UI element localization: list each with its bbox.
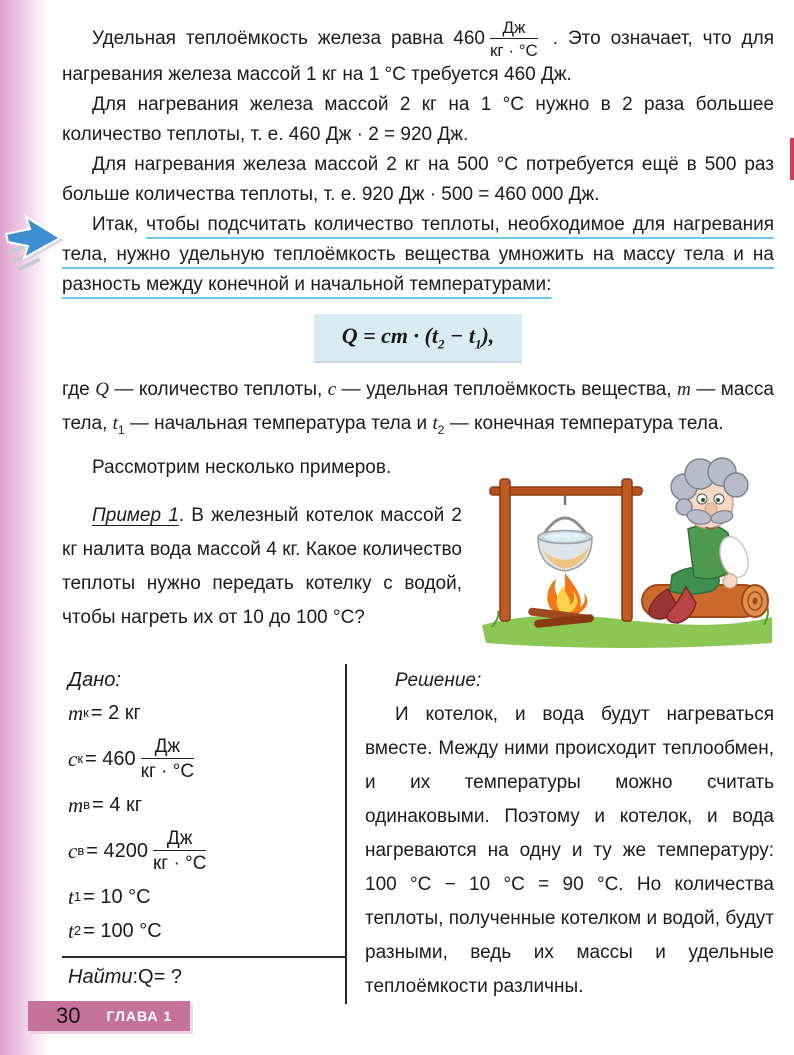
- value-m-v: = 4 кг: [92, 794, 143, 817]
- paragraph-specific-heat: [62, 18, 774, 90]
- var-t2: t: [432, 413, 438, 435]
- var-c: c: [327, 379, 337, 401]
- var-t2-sub: 2: [437, 423, 445, 438]
- find-colon: :: [132, 966, 139, 989]
- solution-column: [347, 664, 774, 1004]
- value-t2: = 100 °С: [83, 920, 162, 943]
- formula-mid: − t: [444, 323, 475, 349]
- fraction-denominator: кг · °С: [152, 853, 207, 875]
- var-m-k-sub: к: [83, 705, 89, 721]
- given-row-cv: [62, 822, 345, 880]
- examples-intro-line: Рассмотрим несколько примеров.: [92, 457, 392, 479]
- paragraph-rule-statement: [62, 210, 774, 300]
- fraction-denominator: кг · °С: [140, 761, 195, 783]
- right-edge-red-mark: [790, 138, 794, 180]
- inline-fraction-j-per-kg: [490, 18, 538, 60]
- formula-dot: ·: [408, 323, 425, 349]
- where-text: — количество теплоты,: [108, 379, 328, 401]
- formula-sub2: 2: [437, 336, 445, 352]
- fraction-denominator: кг · °С: [489, 41, 538, 61]
- var-q: Q: [95, 379, 109, 401]
- given-row-mk: [62, 696, 345, 730]
- where-text: — начальная температура тела и: [124, 413, 433, 435]
- fraction-bar: [141, 758, 194, 759]
- var-c-k-sub: к: [77, 751, 84, 767]
- var-m-v: m: [68, 793, 84, 818]
- var-t1: t: [68, 885, 74, 910]
- example-1-label: Пример 1: [92, 505, 179, 527]
- campfire-old-man-illustration: [472, 457, 782, 652]
- fraction-numerator: Дж: [154, 735, 181, 757]
- formula-sub1: 1: [474, 336, 482, 352]
- var-t1: t: [112, 413, 118, 435]
- fraction-numerator: Дж: [166, 827, 193, 849]
- given-row-t2: [62, 914, 345, 948]
- solution-text: И котелок, и вода будут нагреваться вместе. Между ними происходит теплообмен, и их температуры можно считать одинаковыми. Поэтому и котелок, и вода нагреваются на одну и ту же температуру: 100 °С − 10 °С = 90 °С. Но количества теплоты, полученные котелком и водой, будут разными, ведь их массы и удельные теплоёмкости различны.: [365, 704, 774, 998]
- value-c-v: = 4200: [86, 840, 148, 863]
- where-text: — удельная теплоёмкость вещества,: [336, 379, 678, 401]
- where-text: — масса тела,: [62, 379, 774, 435]
- find-row: [62, 956, 345, 989]
- given-title: Дано:: [68, 669, 121, 692]
- example-1-text: . В железный котелок массой 2 кг налита вода массой 4 кг. Какое количество теплоты нужно передать котелку с водой, чтобы нагреть их от 10 до 100 °С?: [62, 505, 462, 629]
- fraction-c-v: [153, 828, 206, 875]
- p1-text-after: . Это означает, что для нагревания железа массой 1 кг на 1 °С требуется 460 Дж.: [62, 28, 774, 86]
- given-solution-section: [62, 664, 774, 1004]
- value-t1: = 10 °С: [83, 886, 151, 909]
- var-c-k: c: [68, 747, 78, 772]
- p1-text-before: Удельная теплоёмкость железа равна 460: [92, 28, 485, 50]
- find-label: Найти: [68, 966, 133, 989]
- fraction-numerator: Дж: [502, 18, 526, 37]
- page-number: 30: [56, 1003, 81, 1028]
- value-m-k: = 2 кг: [90, 702, 141, 725]
- var-c-v-sub: в: [77, 843, 85, 859]
- formula-open: (t: [424, 323, 438, 349]
- p4-lead: Итак,: [92, 214, 147, 236]
- p4-underlined-rule: чтобы подсчитать количество теплоты, необходимое для нагревания тела, нужно удельную теплоёмкость вещества умножить на массу тела и на разность между конечной и начальной температурами:: [62, 214, 774, 296]
- find-var-q: Q: [138, 966, 154, 989]
- fraction-c-k: [141, 736, 194, 783]
- footer-bar: [28, 1001, 190, 1031]
- where-text: — конечная температура тела.: [444, 413, 724, 435]
- solution-title: Решение:: [395, 670, 482, 692]
- var-t2: t: [68, 919, 74, 944]
- formula-close: ),: [481, 323, 495, 349]
- var-m: m: [677, 379, 691, 401]
- fraction-bar: [490, 38, 538, 39]
- var-c-v: c: [68, 839, 78, 864]
- where-text: где: [62, 379, 96, 401]
- heat-formula-box: [314, 314, 523, 361]
- var-m-v-sub: в: [83, 797, 91, 813]
- given-column: [62, 664, 347, 1004]
- var-t1-sub: 1: [73, 889, 82, 905]
- given-row-ck: [62, 730, 345, 788]
- var-t2-sub: 2: [73, 923, 82, 939]
- chapter-label: ГЛАВА 1: [106, 1008, 173, 1024]
- variables-explanation-paragraph: [62, 373, 774, 447]
- var-t1-sub: 1: [117, 423, 125, 438]
- value-c-k: = 460: [85, 748, 136, 771]
- paragraph-2kg-500deg: Для нагревания железа массой 2 кг на 500 °С потребуется ещё в 500 раз больше количества теплоты, т. е. 920 Дж · 500 = 460 000 Дж.: [62, 154, 774, 206]
- formula-lhs: Q = cm: [341, 323, 409, 349]
- given-row-t1: [62, 880, 345, 914]
- given-row-mv: [62, 788, 345, 822]
- fraction-bar: [153, 850, 206, 851]
- paragraph-2kg-1deg: Для нагревания железа массой 2 кг на 1 °С нужно в 2 раза большее количество теплоты, т. е. 460 Дж · 2 = 920 Дж.: [62, 94, 774, 146]
- page-content: [62, 18, 774, 1004]
- find-question: = ?: [153, 966, 182, 989]
- page-edge-gradient: [0, 0, 50, 1055]
- example-1-block: [62, 499, 774, 635]
- var-m-k: m: [68, 701, 84, 726]
